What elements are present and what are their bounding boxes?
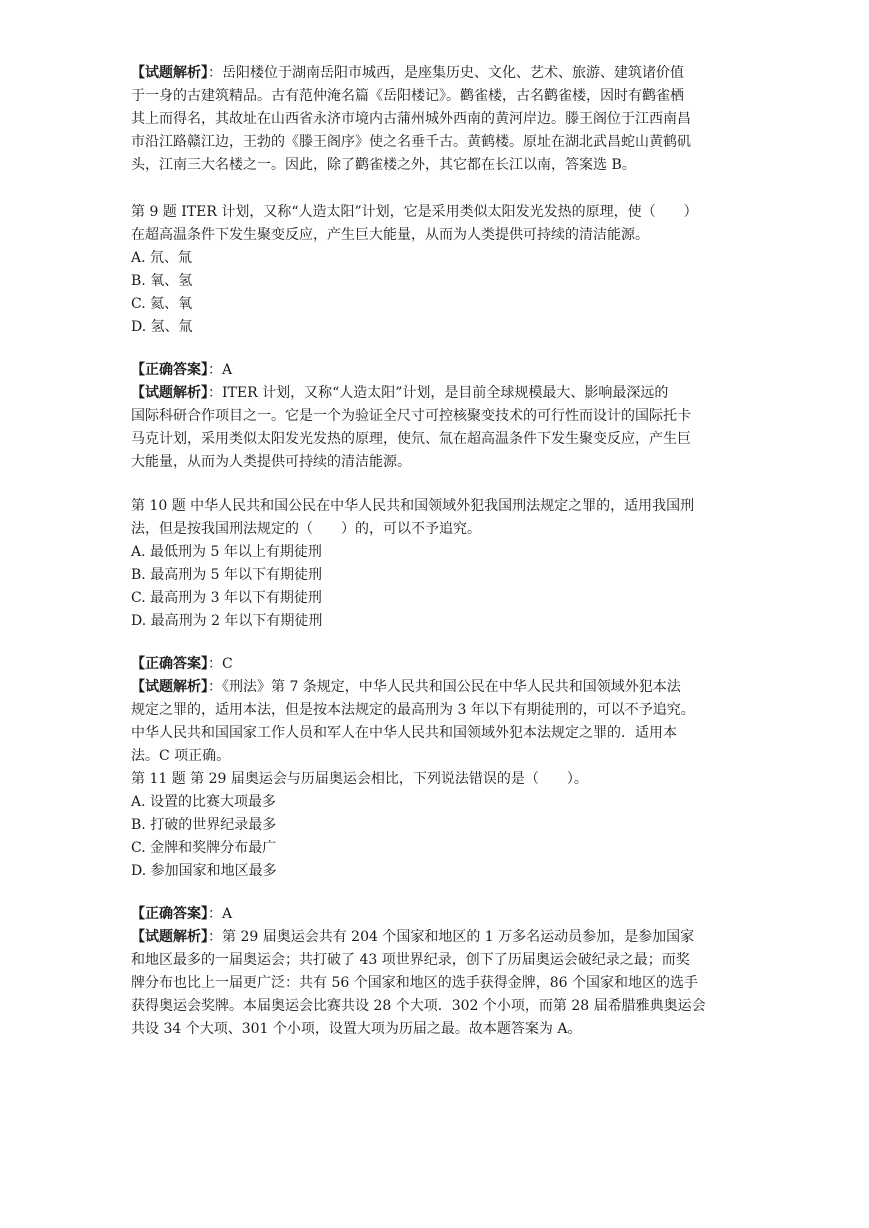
q9-option-d: D. 氢、氚 — [131, 319, 193, 335]
q11-analysis-line-5: 共设 34 个大项、301 个小项，设置大项为历届之最。故本题答案为 A。 — [131, 1021, 582, 1037]
q9-answer-label: 【正确答案】 — [131, 362, 208, 378]
q10-analysis-text-1: ：《刑法》第 7 条规定，中华人民共和国公民在中华人民共和国领域外犯本法 — [208, 679, 681, 695]
q10-analysis-line-3: 中华人民共和国国家工作人员和军人在中华人民共和国领域外犯本法规定之罪的．适用本 — [131, 725, 677, 741]
q9-answer — [131, 362, 232, 378]
q10-analysis-line-2: 规定之罪的，适用本法，但是按本法规定的最高刑为 3 年以下有期徒刑的，可以不予追究。 — [131, 702, 695, 718]
q10-answer-label: 【正确答案】 — [131, 656, 208, 672]
q11-analysis-text-1: ：第 29 届奥运会共有 204 个国家和地区的 1 万多名运动员参加，是参加国家 — [208, 929, 695, 945]
q9-option-b: B. 氧、氢 — [131, 273, 193, 289]
q10-option-d: D. 最高刑为 2 年以下有期徒刑 — [131, 613, 323, 629]
q9-option-a: A. 氘、氚 — [131, 250, 193, 266]
q10-option-c: C. 最高刑为 3 年以下有期徒刑 — [131, 590, 322, 606]
q8-analysis-label: 【试题解析】 — [131, 65, 208, 81]
q10-option-a: A. 最低刑为 5 年以上有期徒刑 — [131, 544, 322, 560]
q10-analysis-line-4: 法。C 项正确。 — [131, 748, 231, 764]
q9-stem-line-1: 第 9 题 ITER 计划，又称“人造太阳”计划，它是采用类似太阳发光发热的原理，使（ ） — [131, 204, 698, 220]
q11-answer-value: ：A — [208, 906, 233, 922]
q8-analysis-sep: ： — [208, 65, 222, 81]
q9-analysis-line-4: 大能量，从而为人类提供可持续的清洁能源。 — [131, 454, 411, 470]
q9-option-c: C. 氦、氧 — [131, 296, 193, 312]
q11-analysis-line-2: 和地区最多的一届奥运会；共打破了 43 项世界纪录，创下了历届奥运会破纪录之最；而奖 — [131, 952, 690, 968]
q10-stem-line-1: 第 10 题 中华人民共和国公民在中华人民共和国领域外犯我国刑法规定之罪的，适用我国刑 — [131, 498, 695, 514]
q9-analysis-label: 【试题解析】 — [131, 385, 208, 401]
q11-answer — [131, 906, 232, 922]
q11-option-d: D. 参加国家和地区最多 — [131, 863, 277, 879]
q8-analysis-line-2: 于一身的古建筑精品。古有范仲淹名篇《岳阳楼记》。鹳雀楼，古名鹳雀楼，因时有鹳雀栖 — [131, 88, 684, 104]
q10-analysis-label: 【试题解析】 — [131, 679, 208, 695]
q11-option-c: C. 金牌和奖牌分布最广 — [131, 840, 277, 856]
q11-answer-label: 【正确答案】 — [131, 906, 208, 922]
q8-analysis-line-3: 其上而得名，其故址在山西省永济市境内古蒲州城外西南的黄河岸边。滕王阁位于江西南昌 — [131, 111, 691, 127]
q11-analysis-label: 【试题解析】 — [131, 929, 208, 945]
q8-analysis-line-4: 市沿江路赣江边，王勃的《滕王阁序》使之名垂千古。黄鹤楼。原址在湖北武昌蛇山黄鹤矶 — [131, 134, 691, 150]
q8-analysis-text-1: 岳阳楼位于湖南岳阳市城西，是座集历史、文化、艺术、旅游、建筑诸价值 — [222, 65, 684, 81]
q10-analysis-line-1 — [131, 679, 681, 695]
q9-analysis-line-1 — [131, 385, 668, 401]
q11-analysis-line-4: 获得奥运会奖牌。本届奥运会比赛共设 28 个大项．302 个小项，而第 28 届希腊雅典奥运会 — [131, 998, 706, 1014]
q9-analysis-line-2: 国际科研合作项目之一。它是一个为验证全尺寸可控核聚变技术的可行性而设计的国际托卡 — [131, 408, 691, 424]
q11-stem-line-1: 第 11 题 第 29 届奥运会与历届奥运会相比，下列说法错误的是（ ）。 — [131, 771, 588, 787]
q10-answer-value: ：C — [208, 656, 233, 672]
q10-stem-line-2: 法，但是按我国刑法规定的（ ）的，可以不予追究。 — [131, 521, 481, 537]
q11-option-b: B. 打破的世界纪录最多 — [131, 817, 277, 833]
q11-option-a: A. 设置的比赛大项最多 — [131, 794, 277, 810]
q11-analysis-line-1 — [131, 929, 694, 945]
q10-option-b: B. 最高刑为 5 年以下有期徒刑 — [131, 567, 322, 583]
q8-analysis-line-1 — [131, 65, 684, 81]
q9-answer-value: ：A — [208, 362, 233, 378]
q10-answer — [131, 656, 233, 672]
q9-stem-line-2: 在超高温条件下发生聚变反应，产生巨大能量，从而为人类提供可持续的清洁能源。 — [131, 227, 649, 243]
q9-analysis-line-3: 马克计划，采用类似太阳发光发热的原理，使氘、氚在超高温条件下发生聚变反应，产生巨 — [131, 431, 691, 447]
q11-analysis-line-3: 牌分布也比上一届更广泛：共有 56 个国家和地区的选手获得金牌，86 个国家和地区的选手 — [131, 975, 698, 991]
q9-analysis-text-1: ：ITER 计划，又称“人造太阳”计划，是目前全球规模最大、影响最深远的 — [208, 385, 669, 401]
q8-analysis-line-5: 头，江南三大名楼之一。因此，除了鹳雀楼之外，其它都在长江以南，答案选 B。 — [131, 157, 636, 173]
